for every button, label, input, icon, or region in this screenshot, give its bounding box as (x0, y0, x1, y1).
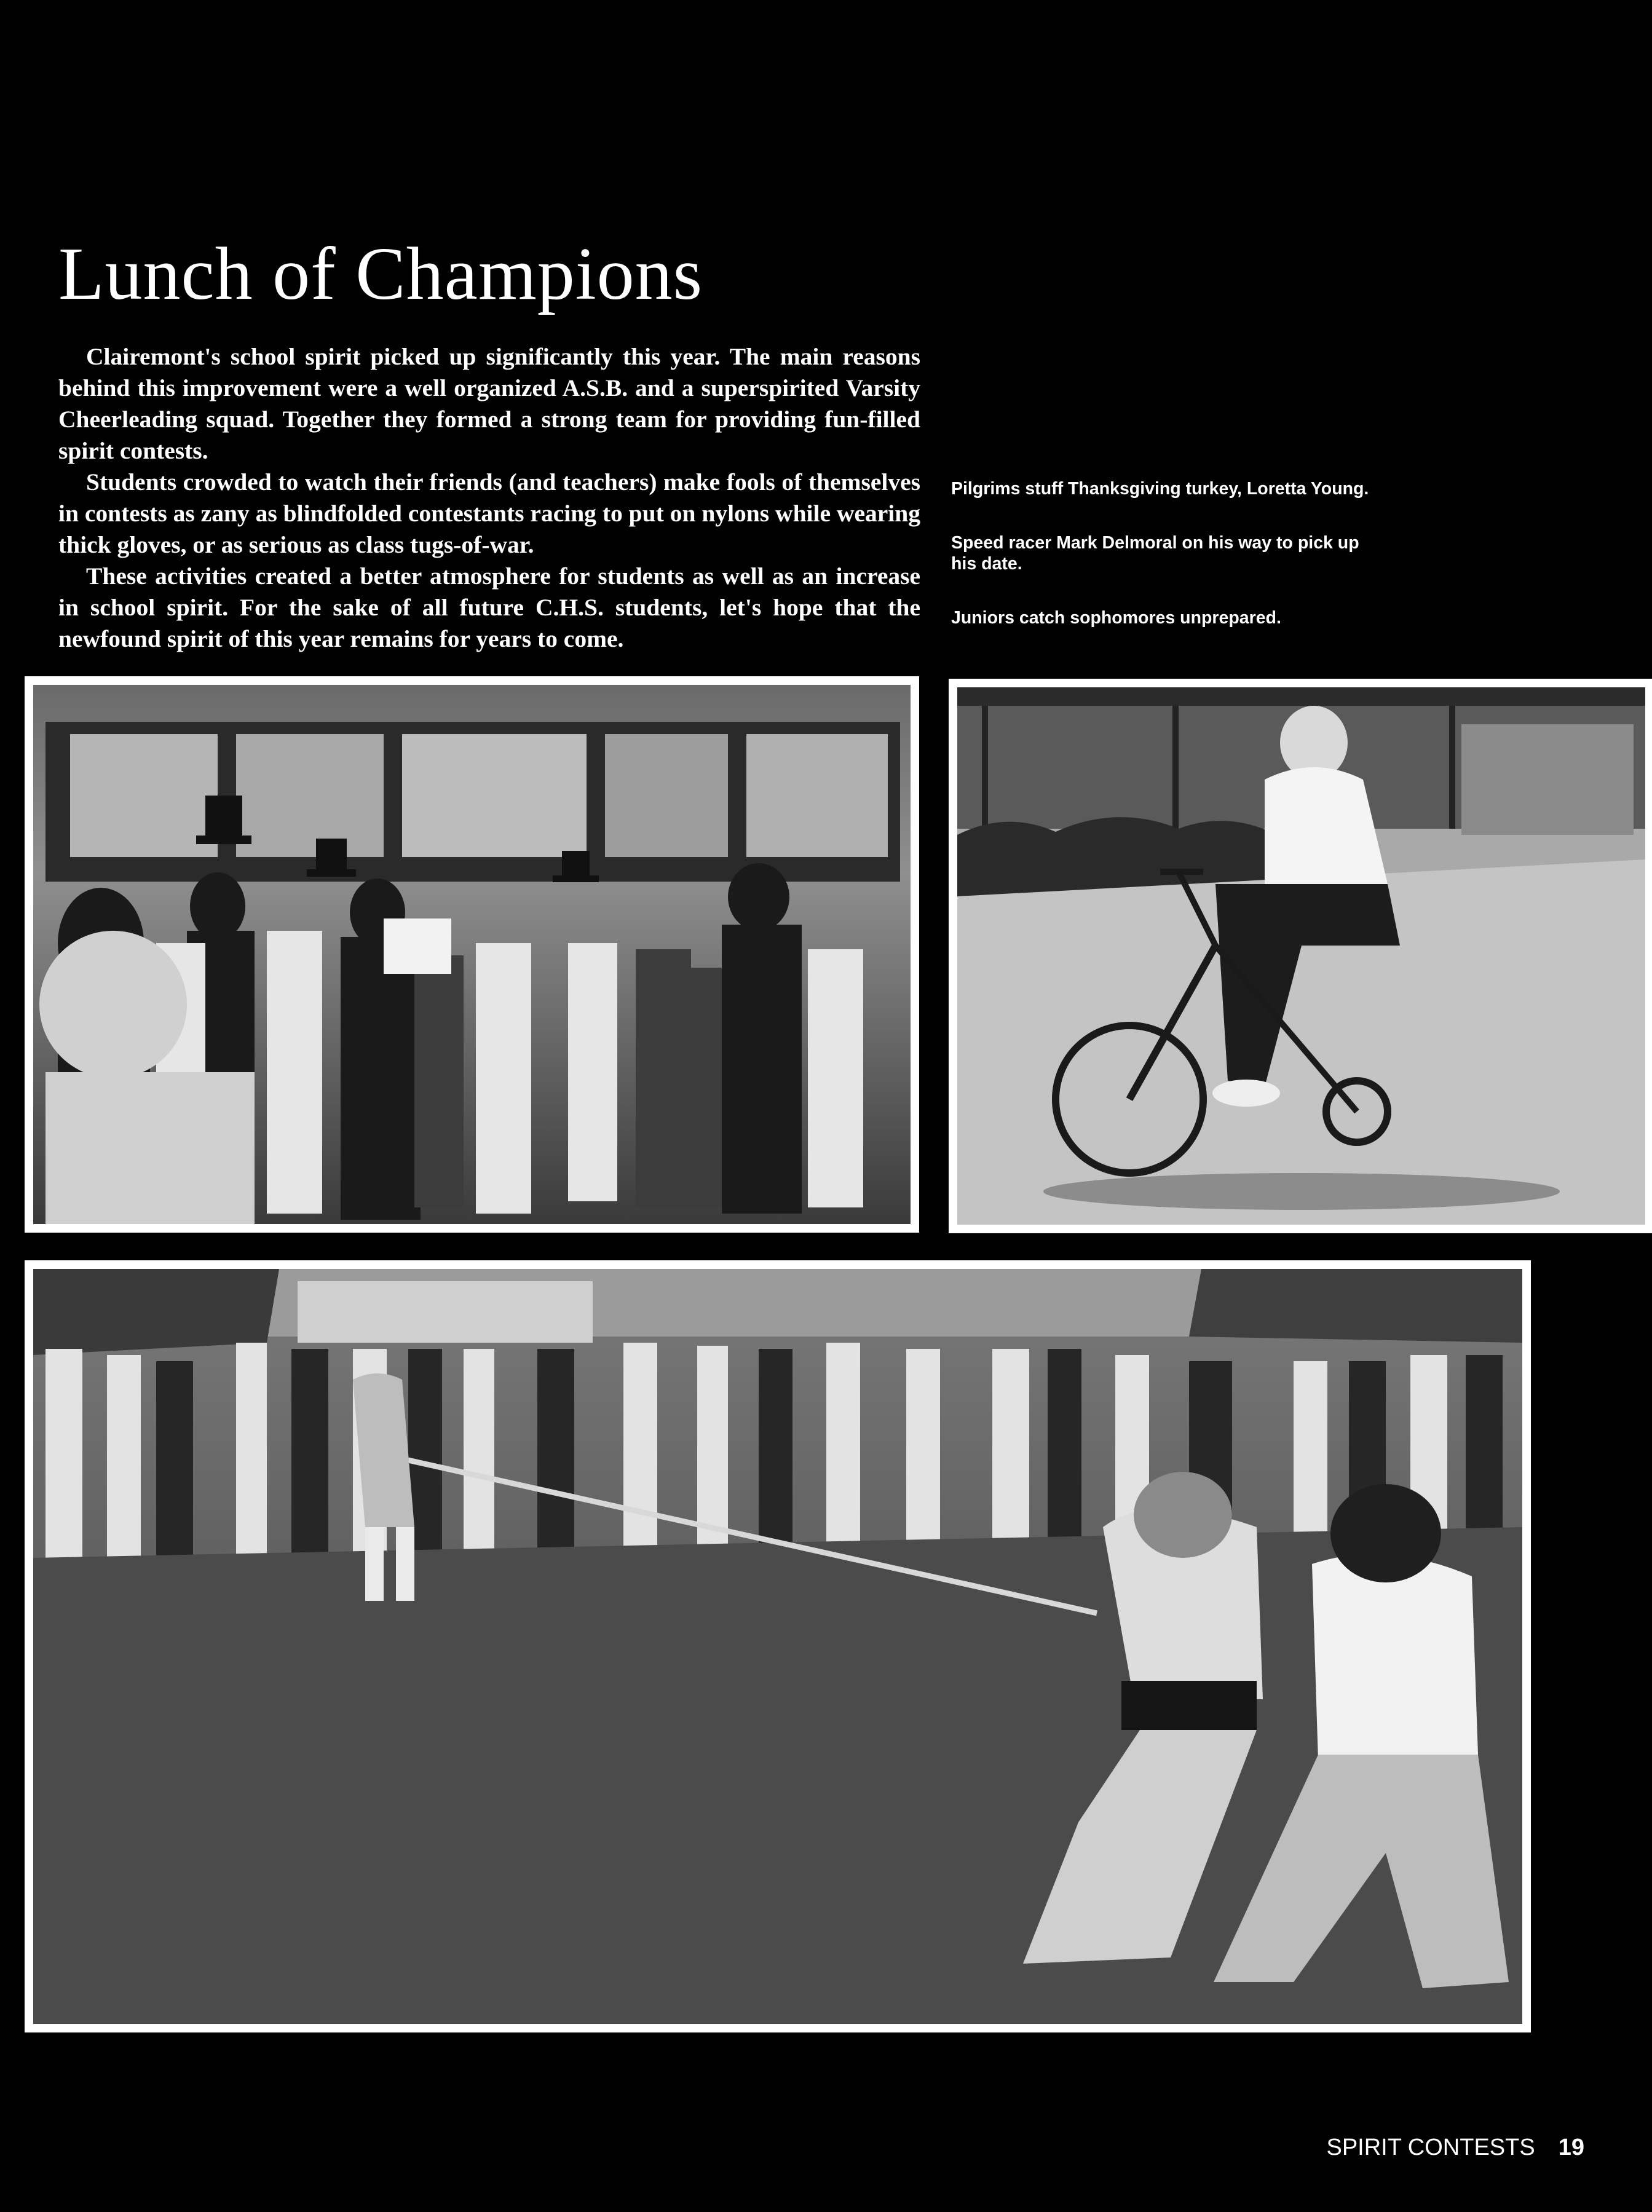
photo-pilgrims-crowd (25, 676, 919, 1233)
article-paragraph-3: These activities created a better atmosphere for students as well as an increase in school spirit. For the sake of all future C.H.S. students, let's hope that the newfound spirit of this year remains for years to come. (58, 563, 920, 652)
page-number: 19 (1558, 2135, 1584, 2160)
page-title: Lunch of Champions (58, 232, 703, 315)
photo-tug-of-war (25, 1260, 1531, 2032)
article-paragraph-2: Students crowded to watch their friends (and teachers) make fools of themselves in contests as zany as blindfolded contestants racing to put on nylons while wearing thick gloves, or as serious as class tugs-of-war. (58, 468, 920, 558)
pilgrims-photo-image (33, 685, 911, 1224)
speed-racer-photo-image (957, 687, 1645, 1225)
section-name: SPIRIT CONTESTS (1326, 2135, 1535, 2160)
caption-tug-of-war: Juniors catch sophomores unprepared. (951, 608, 1281, 628)
photo-speed-racer (949, 679, 1652, 1233)
caption-speed-racer: Speed racer Mark Delmoral on his way to pick up his date. (951, 533, 1359, 574)
article-body (58, 341, 920, 655)
caption-pilgrims: Pilgrims stuff Thanksgiving turkey, Loretta Young. (951, 479, 1369, 499)
page-footer (1326, 2135, 1584, 2161)
tug-of-war-photo-image (33, 1269, 1522, 2024)
photo-captions (951, 478, 1369, 628)
article-paragraph-1: Clairemont's school spirit picked up significantly this year. The main reasons behind this improvement were a well organized A.S.B. and a superspirited Varsity Cheerleading squad. Together they formed a strong team for providing fun-filled spirit contests. (58, 343, 920, 464)
